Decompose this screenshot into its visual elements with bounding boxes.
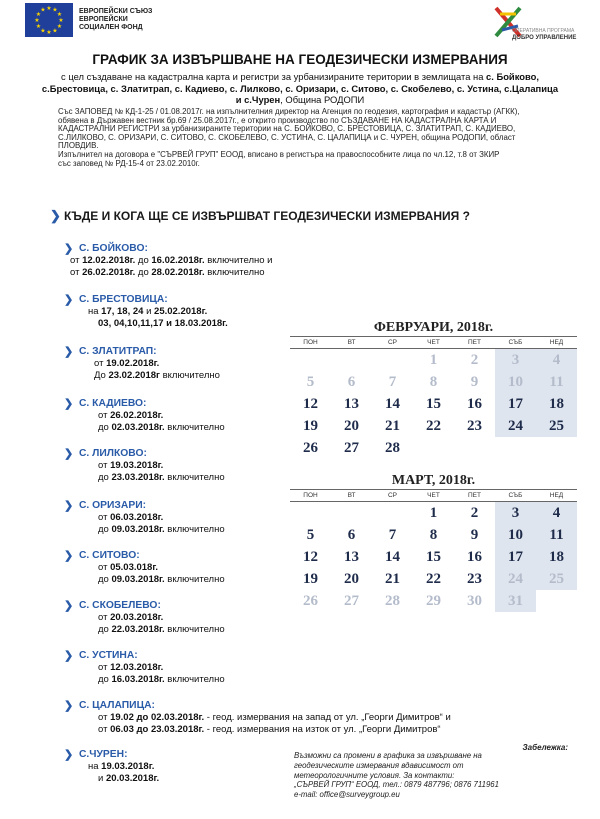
calendar-day: 12 — [303, 549, 318, 565]
calendar-day: 16 — [467, 549, 482, 565]
calendar-day: 17 — [495, 546, 536, 568]
calendar-day: 27 — [344, 440, 359, 456]
chevron-right-icon: ❯ — [64, 346, 74, 358]
calendar-day: 31 — [495, 590, 536, 612]
weekday-label: СЪБ — [508, 492, 523, 499]
chevron-right-icon: ❯ — [64, 600, 74, 612]
svg-text:★: ★ — [40, 27, 46, 35]
weekday-label: СР — [387, 339, 398, 346]
calendar-empty-cell — [290, 502, 331, 524]
calendar-empty-cell — [290, 349, 331, 371]
calendar-day: 25 — [536, 568, 577, 590]
weekday-header — [290, 336, 577, 349]
calendar-day: 8 — [429, 527, 438, 543]
calendar-day: 20 — [344, 418, 359, 434]
village-orizari: ❯ С. ОРИЗАРИ: от 06.03.2018г. до 09.03.2018г. включително — [64, 500, 225, 535]
calendar-day: 9 — [470, 527, 479, 543]
calendar-day: 5 — [306, 527, 315, 543]
note: Забележка: Възможни са промени в графика за извършване на геодезическите измервания вдависимост от метеорологичните условия. За контакти: „СЪРВЕЙ ГРУП“ ЕООД, тел.: 0879 487796; 0876 711961 e-mail: office@surveygroup.eu — [294, 751, 584, 800]
calendar-empty-cell — [331, 349, 372, 371]
calendar-day: 18 — [536, 393, 577, 415]
contact-email: e-mail: office@surveygroup.eu — [294, 790, 400, 800]
calendar-day: 22 — [426, 571, 441, 587]
calendar-day: 4 — [536, 502, 577, 524]
calendar-day: 10 — [495, 524, 536, 546]
calendar-day: 13 — [344, 549, 359, 565]
weekday-label: ВТ — [347, 492, 356, 499]
calendar-day: 21 — [385, 571, 400, 587]
weekday-label: ЧЕТ — [427, 339, 440, 346]
calendar-day: 5 — [306, 374, 315, 390]
eu-flag-icon — [25, 3, 73, 37]
calendar-day: 26 — [303, 440, 318, 456]
village-boykovo: ❯ С. БОЙКОВО: от 12.02.2018г. до 16.02.2018г. включително и от 26.02.2018г. до 28.02.2018г. включително — [64, 243, 273, 278]
calendar-day: 22 — [426, 418, 441, 434]
svg-text:★: ★ — [52, 6, 58, 14]
calendar-day: 14 — [385, 549, 400, 565]
weekday-label: НЕД — [549, 492, 564, 499]
svg-text:★: ★ — [34, 17, 40, 24]
calendar-day: 12 — [303, 396, 318, 412]
village-sitovo: ❯ С. СИТОВО: от 05.03.018г. до 09.03.2018г. включително — [64, 550, 225, 585]
subtitle: с цел създаване на кадастрална карта и регистри за урбанизираните територии в землищата на с. Бойково, с.Брестовица, с. Златитрап, с. Кадиево, с. Лилково, с. Оризари, с. Ситово, с. Скобелево, с. Устина, с.Цалапица и с.Чурен, Община РОДОПИ — [41, 71, 559, 105]
svg-text:★: ★ — [56, 11, 63, 18]
chevron-right-icon: ❯ — [64, 243, 74, 255]
calendar-day: 11 — [536, 524, 577, 546]
chevron-right-icon: ❯ — [64, 650, 74, 662]
weekday-label: ПЕТ — [468, 339, 481, 346]
calendar-day: 9 — [470, 374, 479, 390]
svg-text:★: ★ — [35, 23, 42, 30]
chevron-right-icon: ❯ — [64, 500, 74, 512]
calendar-day: 3 — [495, 349, 536, 371]
calendar-day: 30 — [467, 593, 482, 609]
calendar-day: 14 — [385, 396, 400, 412]
chevron-right-icon: ❯ — [50, 208, 61, 223]
weekday-label: НЕД — [549, 339, 564, 346]
calendar-day: 3 — [495, 502, 536, 524]
calendar-day: 15 — [426, 549, 441, 565]
calendar-day: 15 — [426, 396, 441, 412]
calendar-day: 6 — [347, 374, 356, 390]
question-heading: ❯ КЪДЕ И КОГА ЩЕ СЕ ИЗВЪРШВАТ ГЕОДЕЗИЧЕСКИ ИЗМЕРВАНИЯ ? — [50, 208, 470, 223]
village-lilkovo: ❯ С. ЛИЛКОВО: от 19.03.2018г. до 23.03.2018г. включително — [64, 448, 225, 483]
calendar-day: 29 — [426, 593, 441, 609]
calendar-title: МАРТ, 2018г. — [391, 473, 476, 488]
calendar-day: 23 — [467, 418, 482, 434]
weekday-label: СЪБ — [508, 339, 523, 346]
calendar-day: 2 — [470, 352, 479, 368]
calendar-day: 7 — [388, 374, 397, 390]
calendar-day: 24 — [495, 415, 536, 437]
svg-text:★: ★ — [35, 11, 42, 18]
chevron-right-icon: ❯ — [64, 550, 74, 562]
svg-text:★: ★ — [58, 17, 64, 24]
eu-logo — [25, 3, 152, 37]
svg-text:★: ★ — [56, 23, 63, 30]
calendar-day: 11 — [536, 371, 577, 393]
calendar-title: ФЕВРУАРИ, 2018г. — [373, 320, 494, 335]
calendar-day: 2 — [470, 505, 479, 521]
note-title: Забележка: — [522, 743, 568, 752]
calendar-day: 1 — [429, 505, 438, 521]
eu-text: ЕВРОПЕЙСКИ СЪЮЗ ЕВРОПЕЙСКИ СОЦИАЛЕН ФОНД — [79, 8, 153, 31]
calendar-days — [290, 349, 577, 459]
chevron-right-icon: ❯ — [64, 448, 74, 460]
chevron-right-icon: ❯ — [64, 749, 74, 761]
svg-text:★: ★ — [52, 27, 58, 35]
calendar-day: 28 — [385, 593, 400, 609]
chevron-right-icon: ❯ — [64, 398, 74, 410]
logo-small-text: ОПЕРАТИВНА ПРОГРАМА — [512, 28, 575, 34]
calendar-day: 16 — [467, 396, 482, 412]
calendar-day: 20 — [344, 571, 359, 587]
calendar-days — [290, 502, 577, 612]
calendar-empty-cell — [331, 502, 372, 524]
calendar-day: 27 — [344, 593, 359, 609]
village-zlatitrap: ❯ С. ЗЛАТИТРАП: от 19.02.2018г. До 23.02.2018г включително — [64, 346, 220, 381]
calendar-day: 13 — [344, 396, 359, 412]
calendar-day: 8 — [429, 374, 438, 390]
weekday-label: ПОН — [303, 339, 318, 346]
calendar-day: 19 — [303, 571, 318, 587]
page-title: ГРАФИК ЗА ИЗВЪРШВАНЕ НА ГЕОДЕЗИЧЕСКИ ИЗМЕРВАНИЯ — [92, 52, 508, 67]
chevron-right-icon: ❯ — [64, 700, 74, 712]
good-governance-logo — [480, 4, 577, 44]
calendar-day: 7 — [388, 527, 397, 543]
weekday-label: ВТ — [347, 339, 356, 346]
calendar-day: 17 — [495, 393, 536, 415]
calendar-day: 10 — [495, 371, 536, 393]
order-paragraph: Със ЗАПОВЕД № КД-1-25 / 01.08.2017г. на изпълнителния директор на Агенция по геодезия, картография и кадастър (АГКК), обявена в Държавен вестник бр.69 / 25.08.2017г., е открито производство по СЪЗДАВАНЕ НА КАДАСТРАЛНА КАРТА И КАДАСТРАЛНИ РЕГИСТРИ за урбанизираните територии на С. БОЙКОВО, С. БРЕСТОВИЦА, С. ЗЛАТИТРАП, С. КАДИЕВО, С.ЛИЛКОВО, С. ОРИЗАРИ, С. СИТОВО, С. СКОБЕЛЕВО, С. УСТИНА, С. ЦАЛАПИЦА и С. ЧУРЕН, община РОДОПИ, област ПЛОВДИВ. Изпълнител на договора е "СЪРВЕЙ ГРУП" ЕООД, вписано в регистъра на правоспособните лица по чл.12, т.8 от ЗКИР със заповед № РД-15-4 от 23.02.2010г. — [58, 107, 520, 168]
village-skobelevo: ❯ С. СКОБЕЛЕВО: от 20.03.2018г. до 22.03.2018г. включително — [64, 600, 225, 635]
calendar-day: 18 — [536, 546, 577, 568]
calendar-day: 19 — [303, 418, 318, 434]
calendar-day: 21 — [385, 418, 400, 434]
calendar-day: 6 — [347, 527, 356, 543]
svg-text:★: ★ — [46, 5, 52, 12]
calendar-day: 25 — [536, 415, 577, 437]
weekday-header — [290, 489, 577, 502]
weekday-label: СР — [387, 492, 398, 499]
calendar-day: 1 — [429, 352, 438, 368]
village-brestovitsa: ❯ С. БРЕСТОВИЦА: на 17, 18, 24 и 25.02.2018г. 03, 04,10,11,17 и 18.03.2018г. — [64, 294, 228, 329]
weekday-label: ПОН — [303, 492, 318, 499]
weekday-label: ЧЕТ — [427, 492, 440, 499]
calendar-february — [290, 320, 577, 459]
calendar-march — [290, 473, 577, 612]
chevron-right-icon: ❯ — [64, 294, 74, 306]
calendar-empty-cell — [372, 502, 413, 524]
svg-text:★: ★ — [46, 29, 52, 36]
village-tsalapitsa: ❯ С. ЦАЛАПИЦА: от 19.02 до 02.03.2018г. - геод. измервания на запад от ул. „Георги Димитров“ и от 06.03 до 23.03.2018г. - геод. измервания на изток от ул. „Георги Димитров“ — [64, 700, 451, 735]
village-kadievo: ❯ С. КАДИЕВО: от 26.02.2018г. до 02.03.2018г. включително — [64, 398, 225, 433]
calendar-empty-cell — [372, 349, 413, 371]
calendar-day: 28 — [385, 440, 400, 456]
svg-text:★: ★ — [40, 6, 46, 14]
weekday-label: ПЕТ — [468, 492, 481, 499]
calendar-day: 23 — [467, 571, 482, 587]
village-ustina: ❯ С. УСТИНА: от 12.03.2018г. до 16.03.2018г. включително — [64, 650, 225, 685]
village-churen: ❯ С.ЧУРЕН: на 19.03.2018г. и 20.03.2018г. — [64, 749, 160, 784]
logo-main-text: ДОБРО УПРАВЛЕНИЕ — [512, 35, 577, 41]
calendar-day: 4 — [536, 349, 577, 371]
calendar-day: 26 — [303, 593, 318, 609]
calendar-day: 24 — [495, 568, 536, 590]
